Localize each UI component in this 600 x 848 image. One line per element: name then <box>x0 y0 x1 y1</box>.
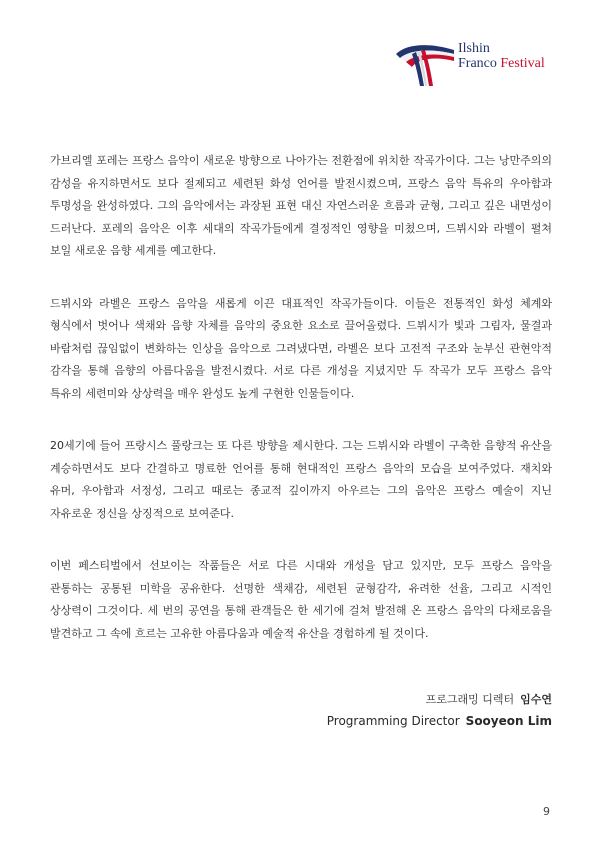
page-number: 9 <box>543 805 550 818</box>
logo-line-1: Ilshin <box>458 41 490 56</box>
paragraph-2: 드뷔시와 라벨은 프랑스 음악을 새롭게 이끈 대표적인 작곡가들이다. 이들은 전통적인 화성 체계와 형식에서 벗어나 색채와 음향 자체를 음악의 중요한 요소로 끌어올렸다. 드뷔시가 빛과 그림자, 물결과 바람처럼 끊임없이 변화하는 인상을 음악으로 그려냈다면, 라벨은 보다 고전적 구조와 눈부신 관현악적 감각을 통해 음향의 아름다움을 발전시켰다. 서로 다른 개성을 지녔지만 두 작곡가 모두 프랑스 음악 특유의 세련미와 상상력을 매우 완성도 높게 구현한 인물들이다. <box>50 296 552 400</box>
signature-title-ko: 프로그래밍 디렉터 <box>425 693 515 706</box>
signature-korean <box>192 691 552 707</box>
paragraph-1: 가브리엘 포레는 프랑스 음악이 새로운 방향으로 나아가는 전환점에 위치한 작곡가이다. 그는 낭만주의의 감성을 유지하면서도 보다 절제되고 세련된 화성 언어를 발전시켰으며, 프랑스 음악 특유의 우아함과 투명성을 완성하였다. 그의 음악에서는 과장된 표현 대신 자연스러운 흐름과 균형, 그리고 깊은 내면성이 드러난다. 포레의 음악은 이후 세대의 작곡가들에게 결정적인 영향을 미쳤으며, 드뷔시와 라벨이 펼쳐 보일 새로운 음향 세계를 예고한다. <box>50 154 552 257</box>
signature-english <box>192 714 552 728</box>
signature-name-en: Sooyeon Lim <box>465 714 552 728</box>
ribbon-logo-icon <box>390 40 460 88</box>
signature-title-en: Programming Director <box>326 714 460 728</box>
logo-franco: Franco <box>458 56 497 71</box>
paragraph-3: 20세기에 들어 프랑시스 풀랑크는 또 다른 방향을 제시한다. 그는 드뷔시와 라벨이 구축한 음향적 유산을 계승하면서도 보다 간결하고 명료한 언어를 통해 현대적인 프랑스 음악의 모습을 보여주었다. 재치와 유머, 우아함과 서정성, 그리고 때로는 종교적 깊이까지 아우르는 그의 음악은 프랑스 예술이 지닌 자유로운 정신을 상징적으로 보여준다. <box>50 439 552 520</box>
logo-festival: Festival <box>500 56 545 71</box>
logo-line-2 <box>458 56 545 71</box>
body-text <box>50 150 552 675</box>
paragraph-4: 이번 페스티벌에서 선보이는 작품들은 서로 다른 시대와 개성을 담고 있지만, 모두 프랑스 음악을 관통하는 공통된 미학을 공유한다. 선명한 색채감, 세련된 균형감각, 유려한 선율, 그리고 시적인 상상력이 그것이다. 세 번의 공연을 통해 관객들은 한 세기에 걸쳐 발전해 온 프랑스 음악의 다채로움을 발견하고 그 속에 흐르는 고유한 아름다움과 예술적 유산을 경험하게 될 것이다. <box>50 559 552 640</box>
festival-logo <box>390 40 560 88</box>
signature-name-ko: 임수연 <box>520 693 552 706</box>
logo-text <box>458 41 545 71</box>
